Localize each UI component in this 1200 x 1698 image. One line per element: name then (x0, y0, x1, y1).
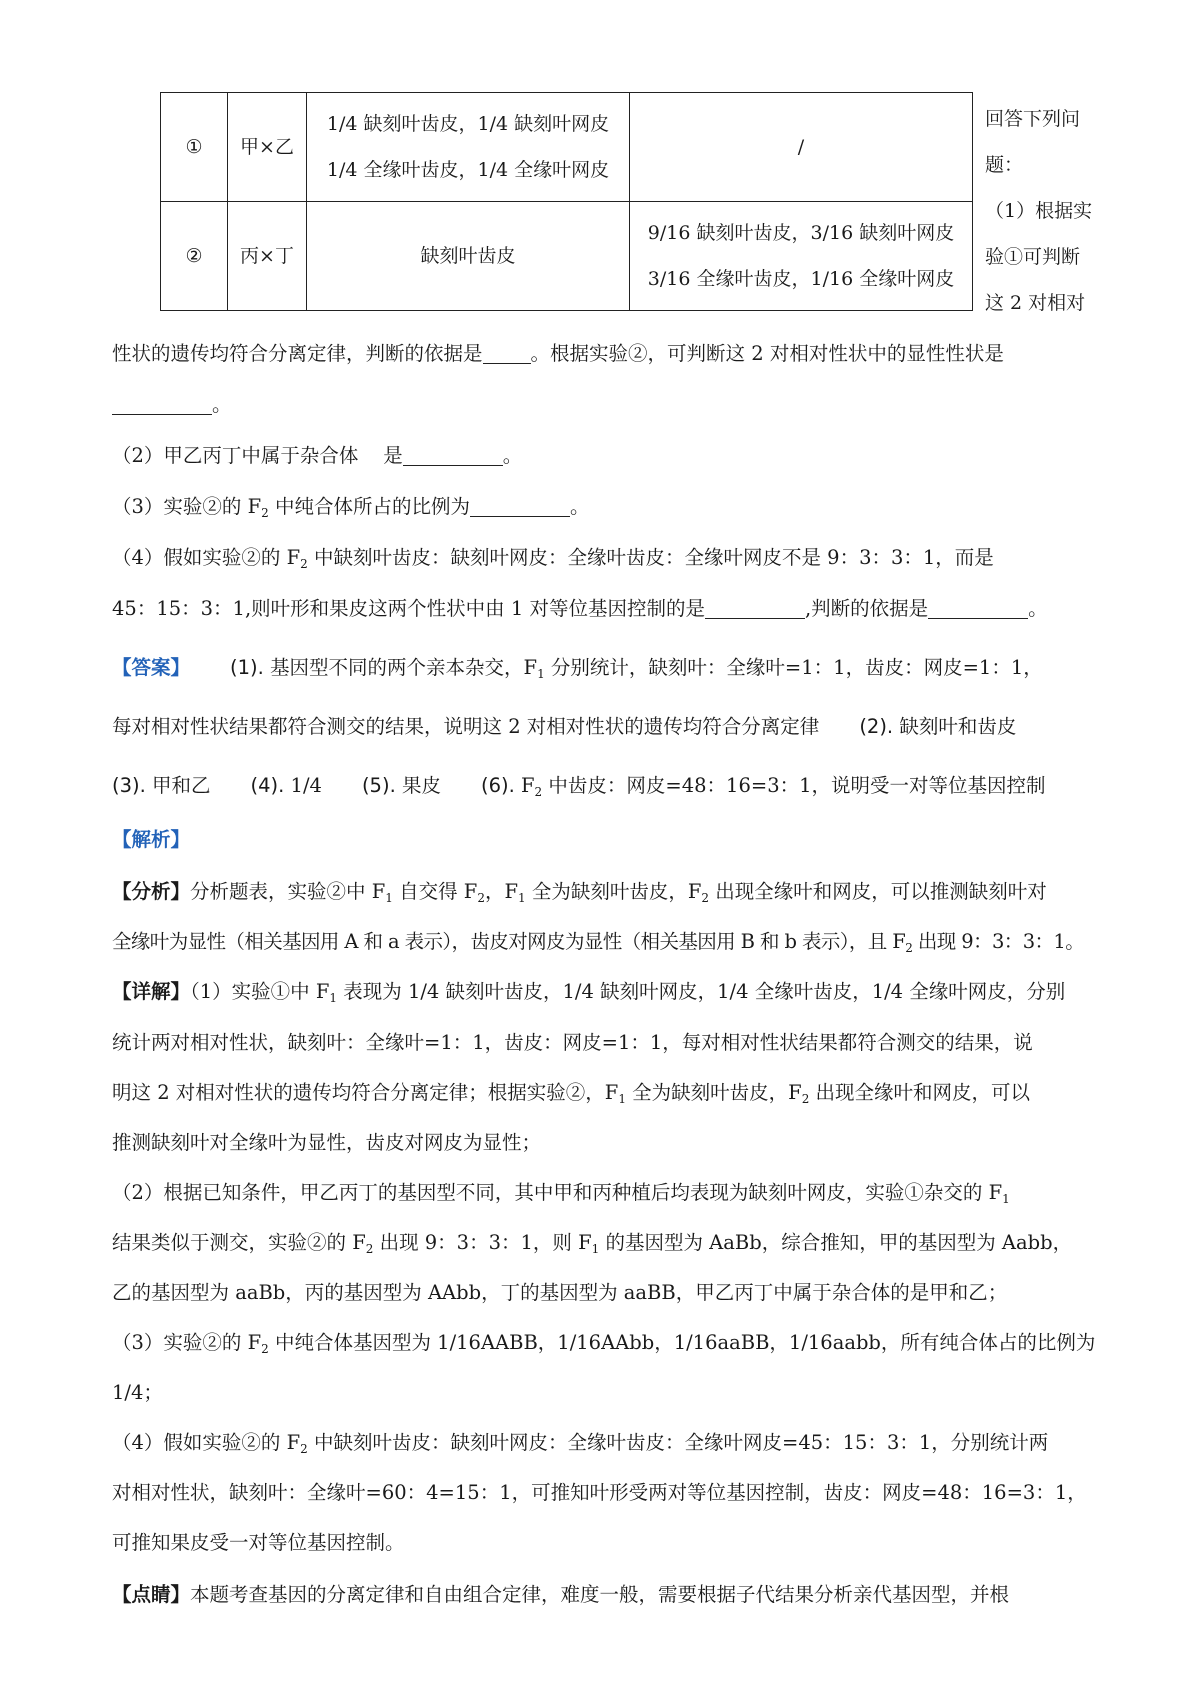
analysis-xiangjie-4: 推测缺刻叶对全缘叶为显性，齿皮对网皮为显性； (112, 1131, 542, 1154)
analysis-p2-3: 乙的基因型为 aaBb，丙的基因型为 AAbb，丁的基因型为 aaBB，甲乙丙丁中属于杂合体的是甲和乙； (112, 1281, 1008, 1304)
answer-label: 【答案】 (112, 656, 191, 679)
analysis-xiangjie-3: 明这 2 对相对性状的遗传均符合分离定律；根据实验②，$F_1$ 全为缺刻叶齿皮，$F_2$ 出现全缘叶和网皮，可以 (112, 1081, 1031, 1106)
analysis-p2-2: 结果类似于测交，实验②的 $F_2$ 出现 9：3：3：1，则 $F_1$ 的基因型为 AaBb，综合推知，甲的基因型为 Aabb， (112, 1231, 1073, 1256)
question-4: （4）假如实验②的 $F_2$ 中缺刻叶齿皮：缺刻叶网皮：全缘叶齿皮：全缘叶网皮不是 9：3：3：1，而是 (112, 546, 994, 571)
experiment-number: ② (161, 202, 228, 311)
analysis-p2-1: （2）根据已知条件，甲乙丙丁的基因型不同，其中甲和丙种植后均表现为缺刻叶网皮，实验①杂交的 $F_1$ (112, 1181, 1010, 1206)
analysis-xiangjie-2: 统计两对相对性状，缺刻叶：全缘叶=1：1，齿皮：网皮=1：1，每对相对性状结果都符合测交的结果，说 (112, 1031, 1033, 1054)
f2-result: 9/16 缺刻叶齿皮，3/16 缺刻叶网皮 3/16 全缘叶齿皮，1/16 全缘叶网皮 (630, 202, 973, 311)
analysis-fenxi-1: 【分析】分析题表，实验②中 $F_1$ 自交得 $F_2$，$F_1$ 全为缺刻叶齿皮，$F_2$ 出现全缘叶和网皮，可以推测缺刻叶对 (112, 880, 1047, 905)
answer-blank[interactable] (112, 392, 212, 415)
analysis-fenxi-2: 全缘叶为显性（相关基因用 A 和 a 表示），齿皮对网皮为显性（相关基因用 B 和 b 表示），且 $F_2$ 出现 9：3：3：1。 (112, 930, 1085, 955)
analysis-p3-1: （3）实验②的 $F_2$ 中纯合体基因型为 1/16AABB，1/16AAbb，1/16aaBB，1/16aabb，所有纯合体占的比例为 (112, 1331, 1096, 1356)
answer-line-3: (3). 甲和乙 (4). 1/4 (5). 果皮 (6). $F_2$ 中齿皮：网皮=48：16=3：1，说明受一对等位基因控制 (112, 774, 1046, 799)
f1-result: 1/4 缺刻叶齿皮，1/4 缺刻叶网皮 1/4 全缘叶齿皮，1/4 全缘叶网皮 (307, 93, 630, 202)
answer-blank[interactable] (403, 443, 503, 466)
analysis-p4-3: 可推知果皮受一对等位基因控制。 (112, 1531, 405, 1554)
table-row (161, 202, 973, 311)
f2-result: / (630, 93, 973, 202)
answer-blank[interactable] (928, 596, 1028, 619)
question-4-cont: 45：15：3：1,则叶形和果皮这两个性状中由 1 对等位基因控制的是 ,判断的依据是 。 (112, 597, 1048, 620)
question-1-text-cont: 。 (112, 390, 1097, 420)
answer-blank[interactable] (705, 596, 805, 619)
f1-result: 缺刻叶齿皮 (307, 202, 630, 311)
cross-combination: 甲×乙 (228, 93, 307, 202)
cross-combination: 丙×丁 (228, 202, 307, 311)
experiment-number: ① (161, 93, 228, 202)
answer-line-2: 每对相对性状结果都符合测交的结果，说明这 2 对相对性状的遗传均符合分离定律 (2). 缺刻叶和齿皮 (112, 715, 1017, 738)
analysis-p4-1: （4）假如实验②的 $F_2$ 中缺刻叶齿皮：缺刻叶网皮：全缘叶齿皮：全缘叶网皮=45：15：3：1，分别统计两 (112, 1431, 1049, 1456)
question-intro-side: 回答下列问 题： （1）根据实 验①可判断 这 2 对相对 (985, 108, 1093, 314)
analysis-xiangjie-1: 【详解】（1）实验①中 $F_1$ 表现为 1/4 缺刻叶齿皮，1/4 缺刻叶网皮，1/4 全缘叶齿皮，1/4 全缘叶网皮，分别 (112, 980, 1066, 1005)
analysis-dianjing: 【点睛】本题考查基因的分离定律和自由组合定律，难度一般，需要根据子代结果分析亲代基因型，并根 (112, 1583, 1010, 1606)
analysis-label: 【解析】 (112, 828, 191, 851)
table-row (161, 93, 973, 202)
analysis-p3-2: 1/4； (112, 1381, 163, 1404)
answer-line-1: 【答案】 (1). 基因型不同的两个亲本杂交，$F_1$ 分别统计，缺刻叶：全缘叶=1：1，齿皮：网皮=1：1， (112, 656, 1043, 681)
question-1-text: 性状的遗传均符合分离定律，判断的依据是 。根据实验②，可判断这 2 对相对性状中的显性性状是 (112, 342, 1004, 365)
answer-blank[interactable] (483, 341, 531, 364)
answer-blank[interactable] (470, 494, 570, 517)
question-2: （2）甲乙丙丁中属于杂合体 是 。 (112, 444, 523, 467)
question-3: （3）实验②的 $F_2$ 中纯合体所占的比例为 。 (112, 495, 590, 520)
experiment-table (160, 92, 973, 311)
analysis-p4-2: 对相对性状，缺刻叶：全缘叶=60：4=15：1，可推知叶形受两对等位基因控制，齿皮：网皮=48：16=3：1， (112, 1481, 1087, 1504)
